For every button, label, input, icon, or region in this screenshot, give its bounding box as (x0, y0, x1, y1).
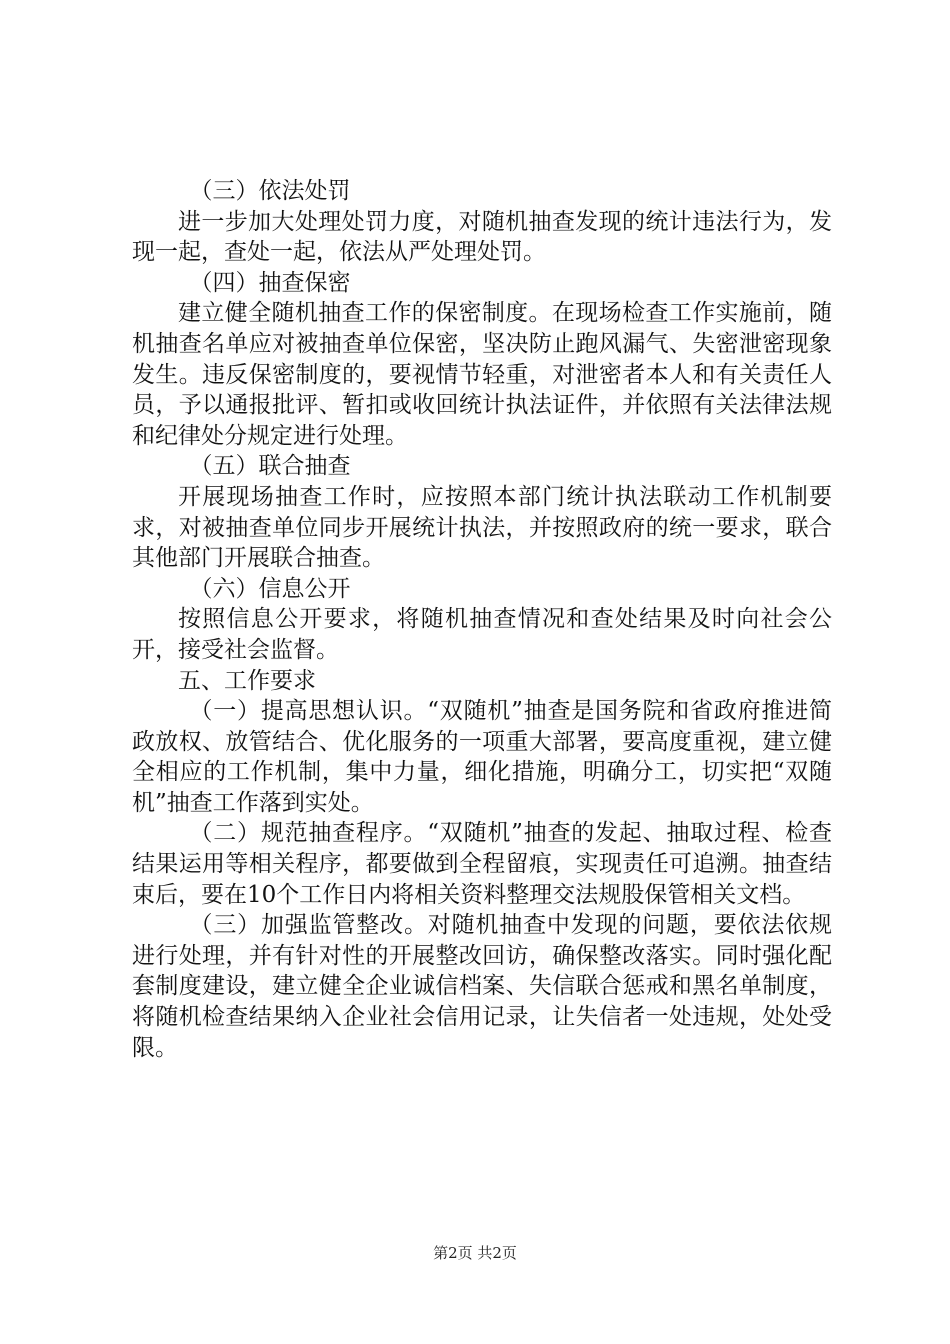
paragraph-requirement-procedure: （二）规范抽查程序。“双随机”抽查的发起、抽取过程、检查结果运用等相关程序，都要做到全程留痕，实现责任可追溯。抽查结束后，要在10个工作日内将相关资料整理交法规股保管相关文档。 (132, 820, 832, 908)
paragraph-disclosure: 按照信息公开要求，将随机抽查情况和查处结果及时向社会公开，接受社会监督。 (132, 606, 832, 663)
section-heading-confidentiality: （四）抽查保密 (189, 269, 351, 296)
paragraph-confidentiality: 建立健全随机抽查工作的保密制度。在现场检查工作实施前，随机抽查名单应对被抽查单位保密，坚决防止跑风漏气、失密泄密现象发生。违反保密制度的，要视情节轻重，对泄密者本人和有关责任人员，予以通报批评、暂扣或收回统计执法证件，并依照有关法律法规和纪律处分规定进行处理。 (132, 300, 832, 449)
section-heading-punishment: （三）依法处罚 (189, 178, 351, 204)
chapter-heading-work-requirements: 五、工作要求 (178, 667, 316, 694)
paragraph-punishment: 进一步加大处理处罚力度，对随机抽查发现的统计违法行为，发现一起，查处一起，依法从严处理处罚。 (132, 208, 832, 266)
paragraph-requirement-awareness: （一）提高思想认识。“双随机”抽查是国务院和省政府推进简政放权、放管结合、优化服务的一项重大部署，要高度重视，建立健全相应的工作机制，集中力量，细化措施，明确分工，切实把“双随机”抽查工作落到实处。 (132, 698, 832, 816)
section-heading-disclosure: （六）信息公开 (189, 575, 351, 602)
paragraph-joint-inspection: 开展现场抽查工作时，应按照本部门统计执法联动工作机制要求，对被抽查单位同步开展统计执法，并按照政府的统一要求，联合其他部门开展联合抽查。 (132, 483, 832, 572)
document-body (132, 176, 832, 1063)
paragraph-requirement-supervision: （三）加强监管整改。对随机抽查中发现的问题，要依法依规进行处理，并有针对性的开展整改回访，确保整改落实。同时强化配套制度建设，建立健全企业诚信档案、失信联合惩戒和黑名单制度，将随机检查结果纳入企业社会信用记录，让失信者一处违规，处处受限。 (132, 912, 832, 1061)
page-footer: 第2页 共2页 (433, 1244, 517, 1262)
section-heading-joint-inspection: （五）联合抽查 (189, 453, 351, 480)
